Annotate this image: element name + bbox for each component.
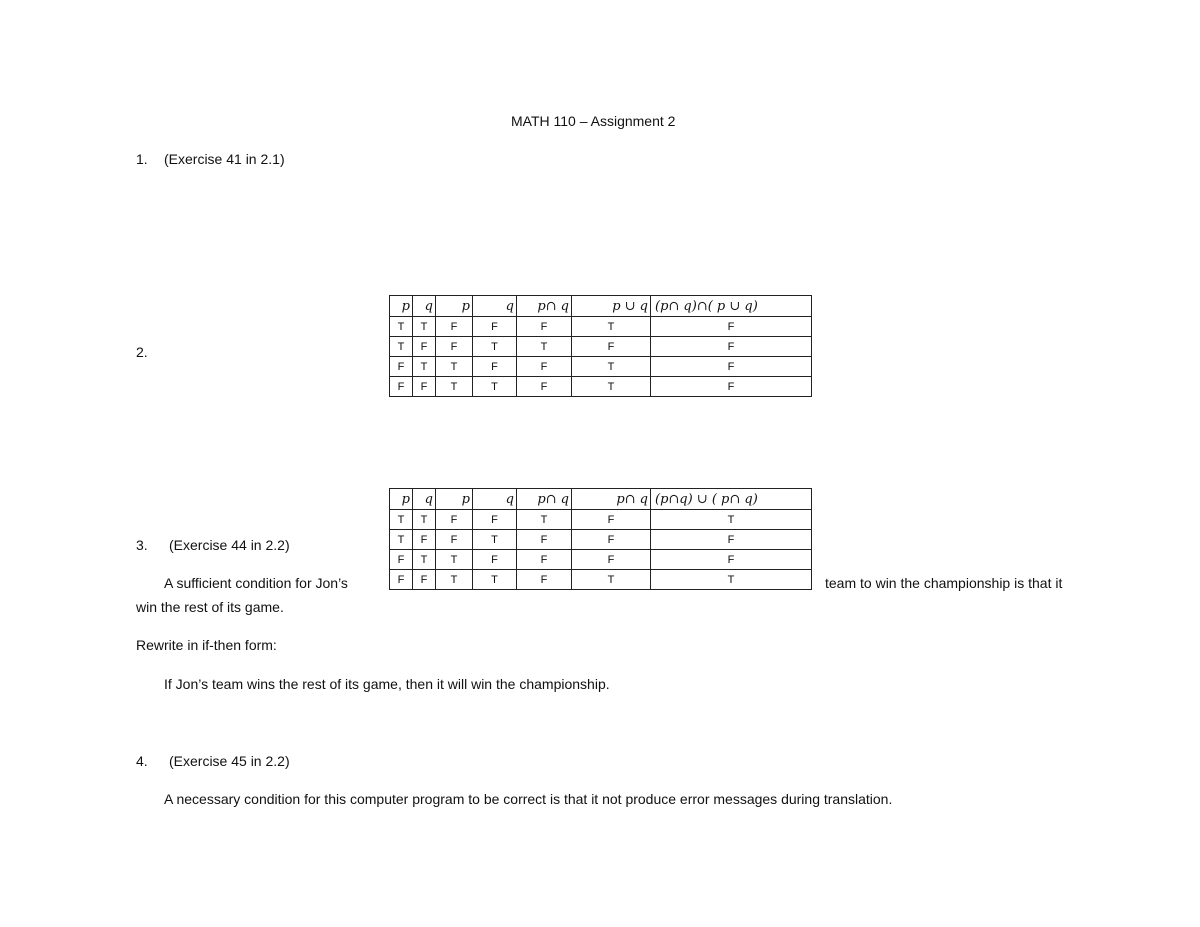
table-cell: T [436,377,473,397]
table-cell: F [651,530,812,550]
table-cell: F [572,550,651,570]
table-header-cell: p∩ q [572,489,651,510]
table-cell: F [413,570,436,590]
table-cell: T [436,550,473,570]
table-row [390,337,812,357]
table-cell: F [473,550,517,570]
table-cell: F [651,357,812,377]
table-header-cell: p∩ q [517,296,572,317]
table-row [390,550,812,570]
table-header-cell: p [436,489,473,510]
table-row [390,317,812,337]
table-header-cell: p [436,296,473,317]
truth-table-q2 [389,295,812,397]
table-header-cell: p [390,489,413,510]
table-header-cell: q [473,296,517,317]
table-cell: F [436,510,473,530]
table-cell: F [436,317,473,337]
table-header-row [390,296,812,317]
table-cell: F [390,377,413,397]
table-cell: T [572,317,651,337]
table-row [390,510,812,530]
rewrite-label: Rewrite in if-then form: [136,637,277,653]
table-cell: F [413,337,436,357]
table-cell: T [651,510,812,530]
table-cell: T [517,337,572,357]
table-cell: F [517,377,572,397]
table-cell: F [651,317,812,337]
table-cell: F [517,570,572,590]
question-3-statement-wrap: win the rest of its game. [136,599,284,615]
table-cell: T [572,570,651,590]
question-4-label: (Exercise 45 in 2.2) [169,753,290,769]
question-1-number: 1. [136,151,148,167]
table-cell: F [436,530,473,550]
table-header-row [390,489,812,510]
table-cell: T [436,357,473,377]
question-2-number: 2. [136,344,148,360]
table-header-cell: (p∩ q)∩( p ∪ q) [651,296,812,317]
table-cell: F [572,510,651,530]
table-header-cell: q [413,489,436,510]
question-3-label: (Exercise 44 in 2.2) [169,537,290,553]
table-cell: T [473,530,517,550]
table-cell: T [572,357,651,377]
table-cell: F [413,377,436,397]
table-cell: F [413,530,436,550]
table-cell: F [517,530,572,550]
question-3-number: 3. [136,537,148,553]
table-row [390,357,812,377]
table-header-cell: p∩ q [517,489,572,510]
table-cell: T [413,550,436,570]
table-row [390,570,812,590]
table-cell: T [413,317,436,337]
table-cell: T [390,317,413,337]
table-cell: F [572,337,651,357]
table-cell: T [436,570,473,590]
table-cell: F [517,550,572,570]
table-cell: F [473,510,517,530]
question-3-statement-end: team to win the championship is that it [825,575,1063,591]
table-cell: T [413,357,436,377]
table-cell: F [390,570,413,590]
table-header-cell: q [473,489,517,510]
table-cell: F [473,357,517,377]
page-title: MATH 110 – Assignment 2 [511,113,676,129]
question-3-statement-start: A sufficient condition for Jon’s [164,575,348,591]
table-cell: T [390,337,413,357]
table-cell: T [651,570,812,590]
table-cell: T [390,510,413,530]
question-3-answer: If Jon’s team wins the rest of its game, then it will win the championship. [164,676,610,692]
table-cell: F [651,550,812,570]
table-cell: F [651,337,812,357]
table-row [390,530,812,550]
table-cell: T [517,510,572,530]
table-cell: T [473,570,517,590]
table-cell: F [572,530,651,550]
truth-table-q3 [389,488,812,590]
question-1-label: (Exercise 41 in 2.1) [164,151,285,167]
table-cell: F [517,357,572,377]
table-header-cell: p [390,296,413,317]
table-cell: F [517,317,572,337]
table-cell: T [413,510,436,530]
table-cell: T [473,377,517,397]
table-row [390,377,812,397]
table-cell: T [473,337,517,357]
table-cell: T [572,377,651,397]
table-cell: F [390,550,413,570]
question-4-number: 4. [136,753,148,769]
question-4-statement: A necessary condition for this computer program to be correct is that it not produce error messages during translation. [164,791,893,807]
table-header-cell: q [413,296,436,317]
table-cell: F [651,377,812,397]
table-cell: T [390,530,413,550]
table-cell: F [436,337,473,357]
table-header-cell: (p∩q) ∪ ( p∩ q) [651,489,812,510]
table-cell: F [473,317,517,337]
table-header-cell: p ∪ q [572,296,651,317]
table-cell: F [390,357,413,377]
